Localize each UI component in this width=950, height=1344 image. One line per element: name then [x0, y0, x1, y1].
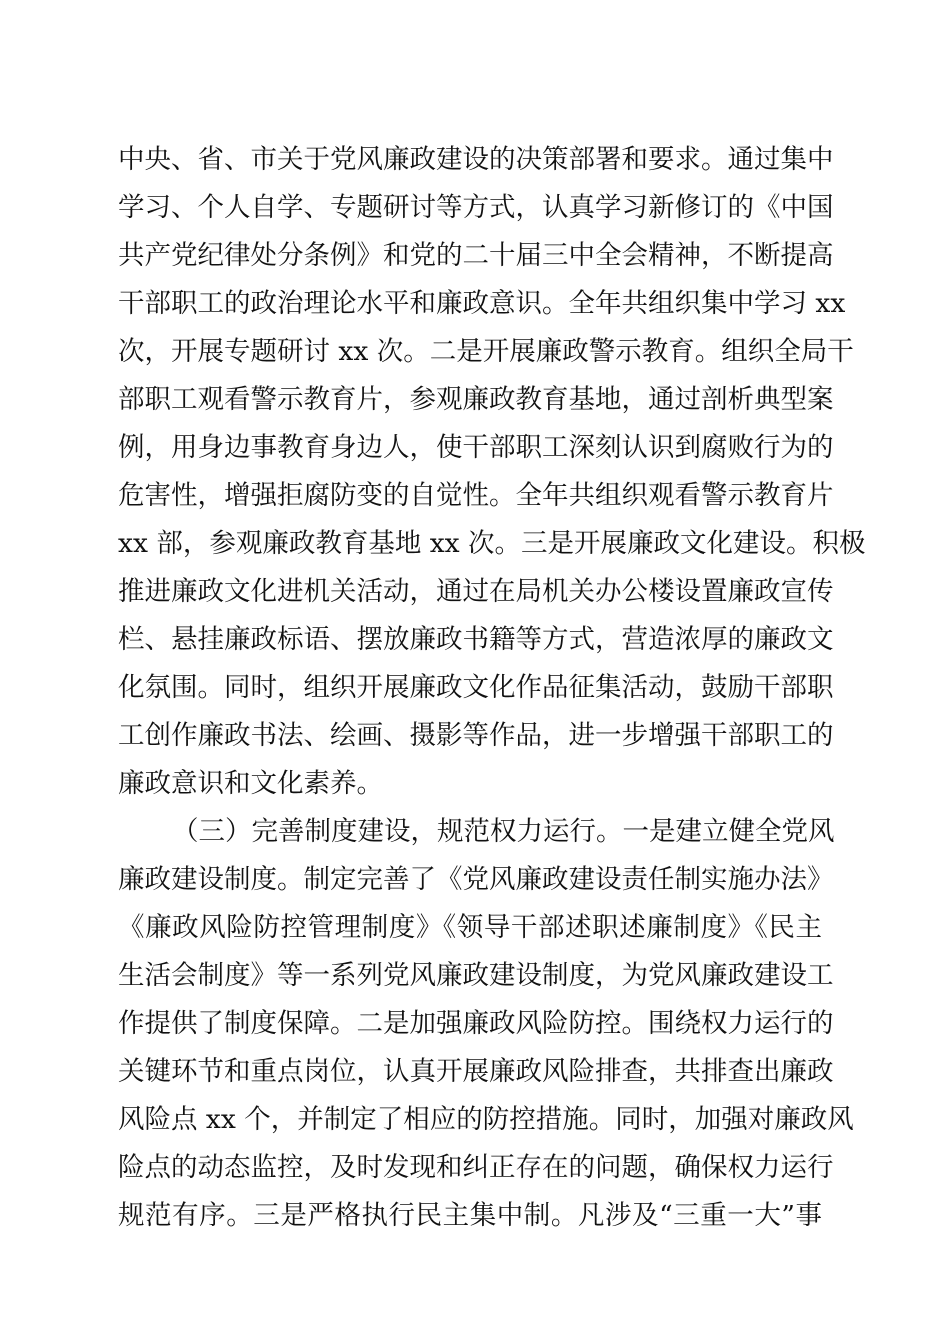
text-line: 中央、省、市关于党风廉政建设的决策部署和要求。通过集中	[118, 144, 834, 175]
text-line: 危害性，增强拒腐防变的自觉性。全年共组织观看警示教育片	[118, 480, 834, 511]
text-line: 规范有序。三是严格执行民主集中制。凡涉及“三重一大”事	[118, 1200, 822, 1231]
text-line: 生活会制度》等一系列党风廉政建设制度，为党风廉政建设工	[118, 960, 834, 991]
text-line: 关键环节和重点岗位，认真开展廉政风险排查，共排查出廉政	[118, 1056, 834, 1087]
text-line: 干部职工的政治理论水平和廉政意识。全年共组织集中学习 xx	[118, 288, 846, 319]
text-line: 次，开展专题研讨 xx 次。二是开展廉政警示教育。组织全局干	[118, 336, 854, 367]
text-line: xx 部，参观廉政教育基地 xx 次。三是开展廉政文化建设。积极	[118, 528, 866, 559]
text-line: 部职工观看警示教育片，参观廉政教育基地，通过剖析典型案	[118, 384, 834, 415]
text-line: 廉政建设制度。制定完善了《党风廉政建设责任制实施办法》	[118, 864, 834, 895]
text-line: 化氛围。同时，组织开展廉政文化作品征集活动，鼓励干部职	[118, 672, 834, 703]
text-line: 栏、悬挂廉政标语、摆放廉政书籍等方式，营造浓厚的廉政文	[118, 624, 834, 655]
text-line: 险点的动态监控，及时发现和纠正存在的问题，确保权力运行	[118, 1152, 834, 1183]
text-line: 例，用身边事教育身边人，使干部职工深刻认识到腐败行为的	[118, 432, 834, 463]
text-line: 推进廉政文化进机关活动，通过在局机关办公楼设置廉政宣传	[118, 576, 834, 607]
section-heading-line: （三）完善制度建设，规范权力运行。一是建立健全党风	[172, 816, 835, 847]
text-line: 学习、个人自学、专题研讨等方式，认真学习新修订的《中国	[118, 192, 834, 223]
text-line: 作提供了制度保障。二是加强廉政风险防控。围绕权力运行的	[118, 1008, 834, 1039]
text-line: 共产党纪律处分条例》和党的二十届三中全会精神，不断提高	[118, 240, 834, 271]
text-line: 《廉政风险防控管理制度》《领导干部述职述廉制度》《民主	[118, 912, 822, 943]
text-line: 廉政意识和文化素养。	[118, 768, 383, 799]
text-line: 工创作廉政书法、绘画、摄影等作品，进一步增强干部职工的	[118, 720, 834, 751]
text-line: 风险点 xx 个，并制定了相应的防控措施。同时，加强对廉政风	[118, 1104, 854, 1135]
